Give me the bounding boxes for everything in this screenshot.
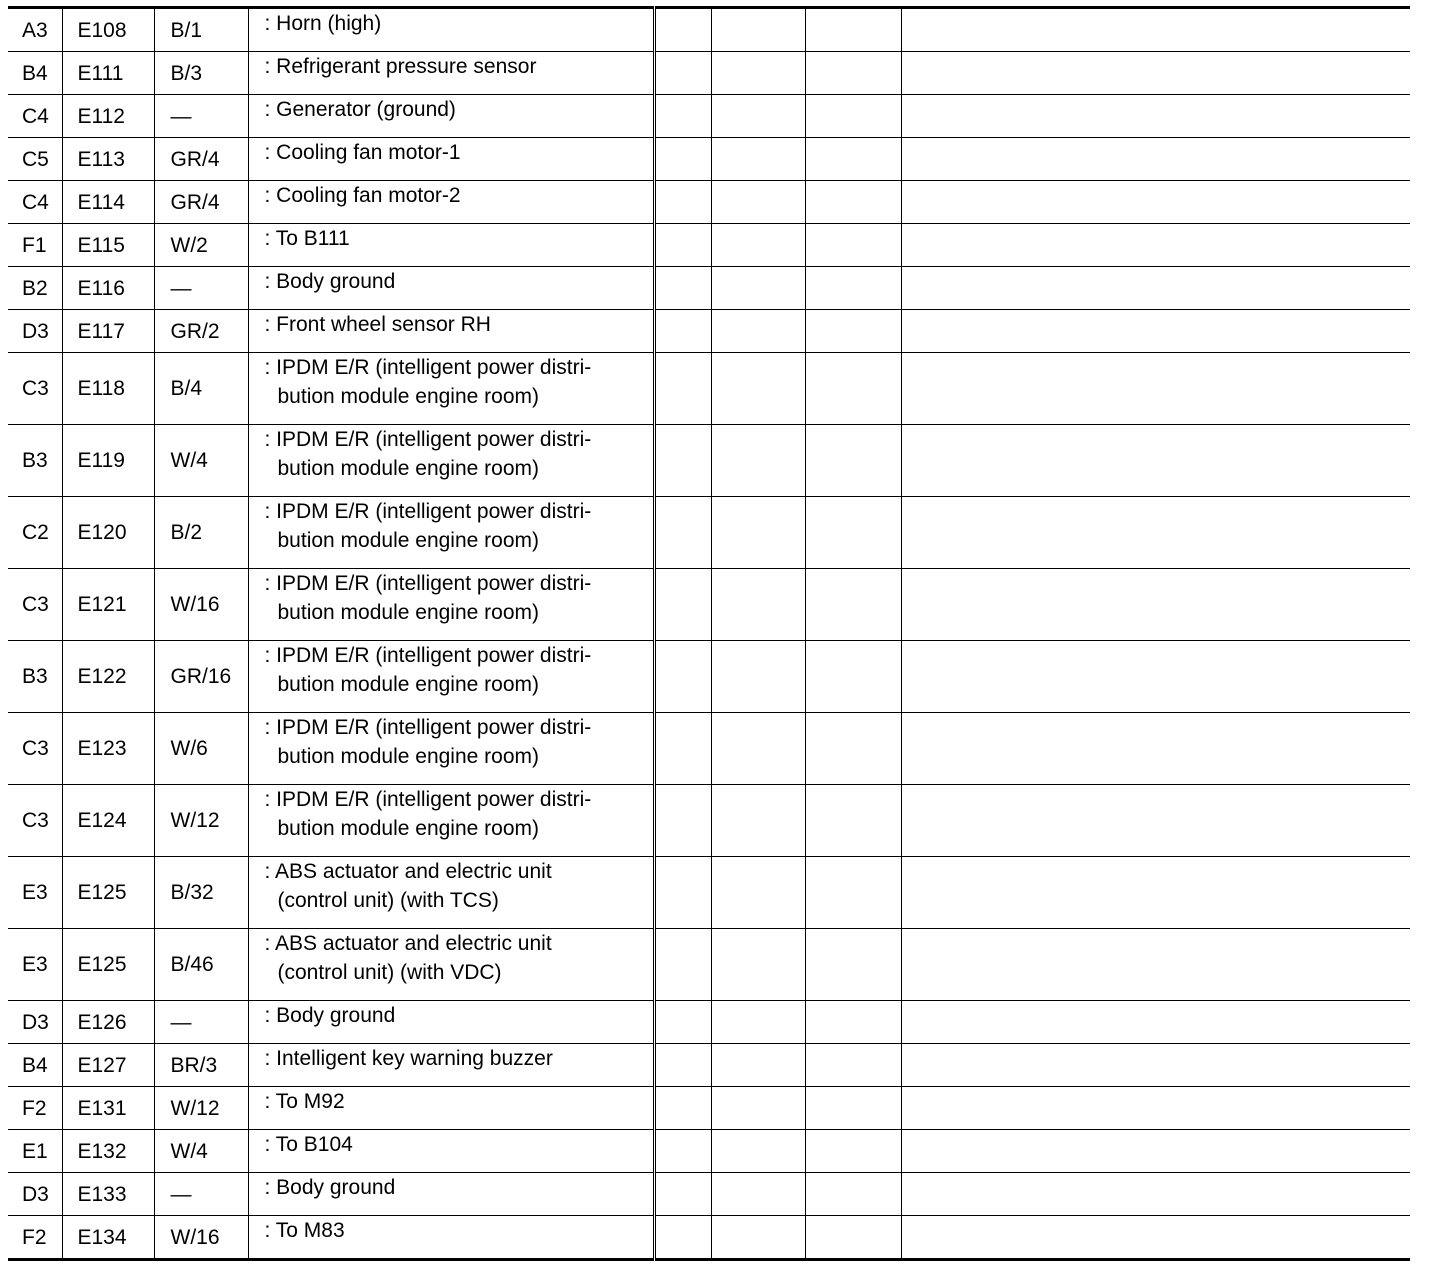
connector-color-cell: W/2 <box>154 224 248 267</box>
empty-cell <box>711 641 805 713</box>
connector-color-cell: GR/16 <box>154 641 248 713</box>
empty-cell <box>805 181 901 224</box>
grid-reference-cell: B2 <box>8 267 62 310</box>
empty-cell <box>711 785 805 857</box>
table-row <box>8 857 1410 929</box>
connector-description-cell <box>248 181 654 224</box>
empty-cell <box>711 497 805 569</box>
connector-description-cell <box>248 224 654 267</box>
grid-reference-cell: C4 <box>8 95 62 138</box>
empty-cell <box>805 929 901 1001</box>
description-line: : IPDM E/R (intelligent power distri- <box>264 500 592 523</box>
empty-cell <box>711 425 805 497</box>
connector-color-cell: GR/2 <box>154 310 248 353</box>
table-row <box>8 1087 1410 1130</box>
empty-cell <box>901 641 1410 713</box>
description-line: : Refrigerant pressure sensor <box>264 55 537 78</box>
empty-cell <box>901 1216 1410 1260</box>
empty-cell <box>901 224 1410 267</box>
empty-cell <box>654 1001 711 1044</box>
description-line: : IPDM E/R (intelligent power distri- <box>264 572 592 595</box>
grid-reference-cell: D3 <box>8 1173 62 1216</box>
connector-number-cell: E118 <box>62 353 154 425</box>
empty-cell <box>901 1130 1410 1173</box>
connector-description-cell <box>248 310 654 353</box>
table-row <box>8 569 1410 641</box>
empty-cell <box>654 138 711 181</box>
description-line: : Cooling fan motor-1 <box>264 141 461 164</box>
empty-cell <box>711 52 805 95</box>
connector-number-cell: E114 <box>62 181 154 224</box>
connector-number-cell: E132 <box>62 1130 154 1173</box>
table-row <box>8 181 1410 224</box>
connector-description-cell <box>248 1087 654 1130</box>
connector-number-cell: E123 <box>62 713 154 785</box>
connector-description-cell <box>248 1044 654 1087</box>
empty-cell <box>901 1044 1410 1087</box>
empty-cell <box>711 95 805 138</box>
empty-cell <box>711 1173 805 1216</box>
table-row <box>8 138 1410 181</box>
connector-number-cell: E111 <box>62 52 154 95</box>
connector-number-cell: E117 <box>62 310 154 353</box>
description-line: : Body ground <box>264 1004 396 1027</box>
description-line: (control unit) (with VDC) <box>277 961 502 984</box>
connector-description-cell <box>248 1130 654 1173</box>
empty-cell <box>654 1216 711 1260</box>
grid-reference-cell: C3 <box>8 569 62 641</box>
grid-reference-cell: C5 <box>8 138 62 181</box>
connector-number-cell: E113 <box>62 138 154 181</box>
connector-description-cell <box>248 1001 654 1044</box>
grid-reference-cell: D3 <box>8 310 62 353</box>
empty-cell <box>805 713 901 785</box>
connector-description-cell <box>248 8 654 52</box>
empty-cell <box>711 1001 805 1044</box>
empty-cell <box>654 1044 711 1087</box>
empty-cell <box>711 569 805 641</box>
connector-description-cell <box>248 95 654 138</box>
table-row <box>8 1173 1410 1216</box>
empty-cell <box>654 1087 711 1130</box>
empty-cell <box>711 1216 805 1260</box>
table-row <box>8 353 1410 425</box>
empty-cell <box>711 138 805 181</box>
description-line: bution module engine room) <box>277 601 539 624</box>
table-row <box>8 95 1410 138</box>
connector-description-cell <box>248 1216 654 1260</box>
table-row <box>8 1216 1410 1260</box>
empty-cell <box>805 1173 901 1216</box>
empty-cell <box>805 310 901 353</box>
table-row <box>8 1130 1410 1173</box>
grid-reference-cell: C4 <box>8 181 62 224</box>
table-row <box>8 310 1410 353</box>
empty-cell <box>654 569 711 641</box>
table-row <box>8 1001 1410 1044</box>
empty-cell <box>654 1173 711 1216</box>
empty-cell <box>654 353 711 425</box>
empty-cell <box>654 1130 711 1173</box>
description-line: : Generator (ground) <box>264 98 456 121</box>
connector-color-cell: B/4 <box>154 353 248 425</box>
empty-cell <box>805 1044 901 1087</box>
empty-cell <box>805 1001 901 1044</box>
grid-reference-cell: C2 <box>8 497 62 569</box>
connector-color-cell: W/6 <box>154 713 248 785</box>
connector-number-cell: E112 <box>62 95 154 138</box>
empty-cell <box>901 569 1410 641</box>
description-line: : To B111 <box>264 227 350 250</box>
grid-reference-cell: D3 <box>8 1001 62 1044</box>
empty-cell <box>654 310 711 353</box>
description-line: : IPDM E/R (intelligent power distri- <box>264 356 592 379</box>
connector-color-cell: — <box>154 1173 248 1216</box>
connector-number-cell: E131 <box>62 1087 154 1130</box>
connector-description-cell <box>248 857 654 929</box>
empty-cell <box>901 95 1410 138</box>
grid-reference-cell: B3 <box>8 641 62 713</box>
connector-color-cell: GR/4 <box>154 181 248 224</box>
description-line: bution module engine room) <box>277 385 539 408</box>
description-line: : IPDM E/R (intelligent power distri- <box>264 716 592 739</box>
description-line: bution module engine room) <box>277 673 539 696</box>
connector-color-cell: B/1 <box>154 8 248 52</box>
connector-number-cell: E119 <box>62 425 154 497</box>
empty-cell <box>901 310 1410 353</box>
empty-cell <box>805 353 901 425</box>
description-line: (control unit) (with TCS) <box>277 889 499 912</box>
connector-description-cell <box>248 267 654 310</box>
connector-color-cell: BR/3 <box>154 1044 248 1087</box>
description-line: bution module engine room) <box>277 457 539 480</box>
grid-reference-cell: F2 <box>8 1087 62 1130</box>
connector-color-cell: W/12 <box>154 1087 248 1130</box>
connector-number-cell: E127 <box>62 1044 154 1087</box>
empty-cell <box>901 785 1410 857</box>
empty-cell <box>805 857 901 929</box>
empty-cell <box>805 1216 901 1260</box>
grid-reference-cell: B4 <box>8 52 62 95</box>
description-line: bution module engine room) <box>277 745 539 768</box>
description-line: : Body ground <box>264 1176 396 1199</box>
table-row <box>8 52 1410 95</box>
table-row <box>8 425 1410 497</box>
empty-cell <box>654 785 711 857</box>
connector-description-cell <box>248 713 654 785</box>
grid-reference-cell: C3 <box>8 353 62 425</box>
description-line: : Body ground <box>264 270 396 293</box>
empty-cell <box>901 353 1410 425</box>
empty-cell <box>654 425 711 497</box>
empty-cell <box>654 641 711 713</box>
connector-color-cell: B/32 <box>154 857 248 929</box>
connector-description-cell <box>248 52 654 95</box>
empty-cell <box>805 785 901 857</box>
connector-color-cell: — <box>154 95 248 138</box>
connector-number-cell: E125 <box>62 929 154 1001</box>
connector-number-cell: E122 <box>62 641 154 713</box>
connector-description-cell <box>248 425 654 497</box>
empty-cell <box>805 8 901 52</box>
connector-number-cell: E115 <box>62 224 154 267</box>
connector-description-cell <box>248 569 654 641</box>
empty-cell <box>711 1087 805 1130</box>
empty-cell <box>711 929 805 1001</box>
connector-number-cell: E124 <box>62 785 154 857</box>
empty-cell <box>805 52 901 95</box>
empty-cell <box>711 353 805 425</box>
description-line: : Front wheel sensor RH <box>264 313 491 336</box>
empty-cell <box>805 95 901 138</box>
empty-cell <box>805 224 901 267</box>
connector-color-cell: W/16 <box>154 1216 248 1260</box>
connector-list-table <box>8 6 1410 1261</box>
connector-description-cell <box>248 497 654 569</box>
connector-table-body <box>8 8 1410 1260</box>
connector-color-cell: B/46 <box>154 929 248 1001</box>
empty-cell <box>901 929 1410 1001</box>
connector-color-cell: W/12 <box>154 785 248 857</box>
description-line: : Intelligent key warning buzzer <box>264 1047 553 1070</box>
connector-number-cell: E125 <box>62 857 154 929</box>
description-line: : IPDM E/R (intelligent power distri- <box>264 428 592 451</box>
description-line: : To B104 <box>264 1133 353 1156</box>
table-row <box>8 929 1410 1001</box>
empty-cell <box>805 1130 901 1173</box>
grid-reference-cell: F1 <box>8 224 62 267</box>
empty-cell <box>654 224 711 267</box>
empty-cell <box>805 641 901 713</box>
grid-reference-cell: B3 <box>8 425 62 497</box>
connector-color-cell: B/3 <box>154 52 248 95</box>
grid-reference-cell: A3 <box>8 8 62 52</box>
connector-description-cell <box>248 353 654 425</box>
connector-color-cell: W/4 <box>154 1130 248 1173</box>
connector-color-cell: W/16 <box>154 569 248 641</box>
connector-description-cell <box>248 138 654 181</box>
description-line: : Cooling fan motor-2 <box>264 184 461 207</box>
empty-cell <box>711 181 805 224</box>
connector-color-cell: W/4 <box>154 425 248 497</box>
empty-cell <box>901 857 1410 929</box>
empty-cell <box>711 1044 805 1087</box>
empty-cell <box>901 138 1410 181</box>
grid-reference-cell: C3 <box>8 785 62 857</box>
connector-number-cell: E134 <box>62 1216 154 1260</box>
empty-cell <box>711 267 805 310</box>
empty-cell <box>711 224 805 267</box>
empty-cell <box>805 267 901 310</box>
description-line: bution module engine room) <box>277 817 539 840</box>
connector-number-cell: E133 <box>62 1173 154 1216</box>
empty-cell <box>901 497 1410 569</box>
description-line: : ABS actuator and electric unit <box>264 932 552 955</box>
empty-cell <box>901 1173 1410 1216</box>
connector-color-cell: GR/4 <box>154 138 248 181</box>
empty-cell <box>805 497 901 569</box>
description-line: : ABS actuator and electric unit <box>264 860 552 883</box>
table-row <box>8 8 1410 52</box>
grid-reference-cell: B4 <box>8 1044 62 1087</box>
connector-description-cell <box>248 1173 654 1216</box>
empty-cell <box>654 181 711 224</box>
empty-cell <box>654 95 711 138</box>
empty-cell <box>901 713 1410 785</box>
connector-number-cell: E120 <box>62 497 154 569</box>
grid-reference-cell: E3 <box>8 857 62 929</box>
connector-description-cell <box>248 641 654 713</box>
empty-cell <box>805 569 901 641</box>
empty-cell <box>654 267 711 310</box>
empty-cell <box>805 1087 901 1130</box>
table-row <box>8 1044 1410 1087</box>
description-line: : To M83 <box>264 1219 345 1242</box>
table-row <box>8 497 1410 569</box>
connector-color-cell: — <box>154 267 248 310</box>
empty-cell <box>901 52 1410 95</box>
description-line: : To M92 <box>264 1090 345 1113</box>
empty-cell <box>805 138 901 181</box>
empty-cell <box>901 267 1410 310</box>
grid-reference-cell: E3 <box>8 929 62 1001</box>
grid-reference-cell: E1 <box>8 1130 62 1173</box>
empty-cell <box>901 1001 1410 1044</box>
empty-cell <box>654 497 711 569</box>
description-line: : IPDM E/R (intelligent power distri- <box>264 644 592 667</box>
empty-cell <box>901 181 1410 224</box>
table-row <box>8 641 1410 713</box>
table-row <box>8 785 1410 857</box>
grid-reference-cell: C3 <box>8 713 62 785</box>
grid-reference-cell: F2 <box>22 1225 47 1249</box>
empty-cell <box>654 52 711 95</box>
connector-number-cell: E121 <box>62 569 154 641</box>
description-line: : IPDM E/R (intelligent power distri- <box>264 788 592 811</box>
empty-cell <box>805 425 901 497</box>
empty-cell <box>711 713 805 785</box>
empty-cell <box>901 425 1410 497</box>
empty-cell <box>654 8 711 52</box>
description-line: : Horn (high) <box>264 12 382 35</box>
connector-number-cell: E116 <box>62 267 154 310</box>
description-line: bution module engine room) <box>277 529 539 552</box>
connector-color-cell: — <box>154 1001 248 1044</box>
connector-number-cell: E108 <box>62 8 154 52</box>
connector-number-cell: E126 <box>62 1001 154 1044</box>
empty-cell <box>654 929 711 1001</box>
connector-color-cell: B/2 <box>154 497 248 569</box>
empty-cell <box>654 857 711 929</box>
table-row <box>8 713 1410 785</box>
table-row <box>8 224 1410 267</box>
connector-description-cell <box>248 929 654 1001</box>
empty-cell <box>711 310 805 353</box>
empty-cell <box>901 1087 1410 1130</box>
empty-cell <box>711 857 805 929</box>
connector-description-cell <box>248 785 654 857</box>
empty-cell <box>901 8 1410 52</box>
empty-cell <box>711 1130 805 1173</box>
empty-cell <box>711 8 805 52</box>
table-row <box>8 267 1410 310</box>
empty-cell <box>654 713 711 785</box>
